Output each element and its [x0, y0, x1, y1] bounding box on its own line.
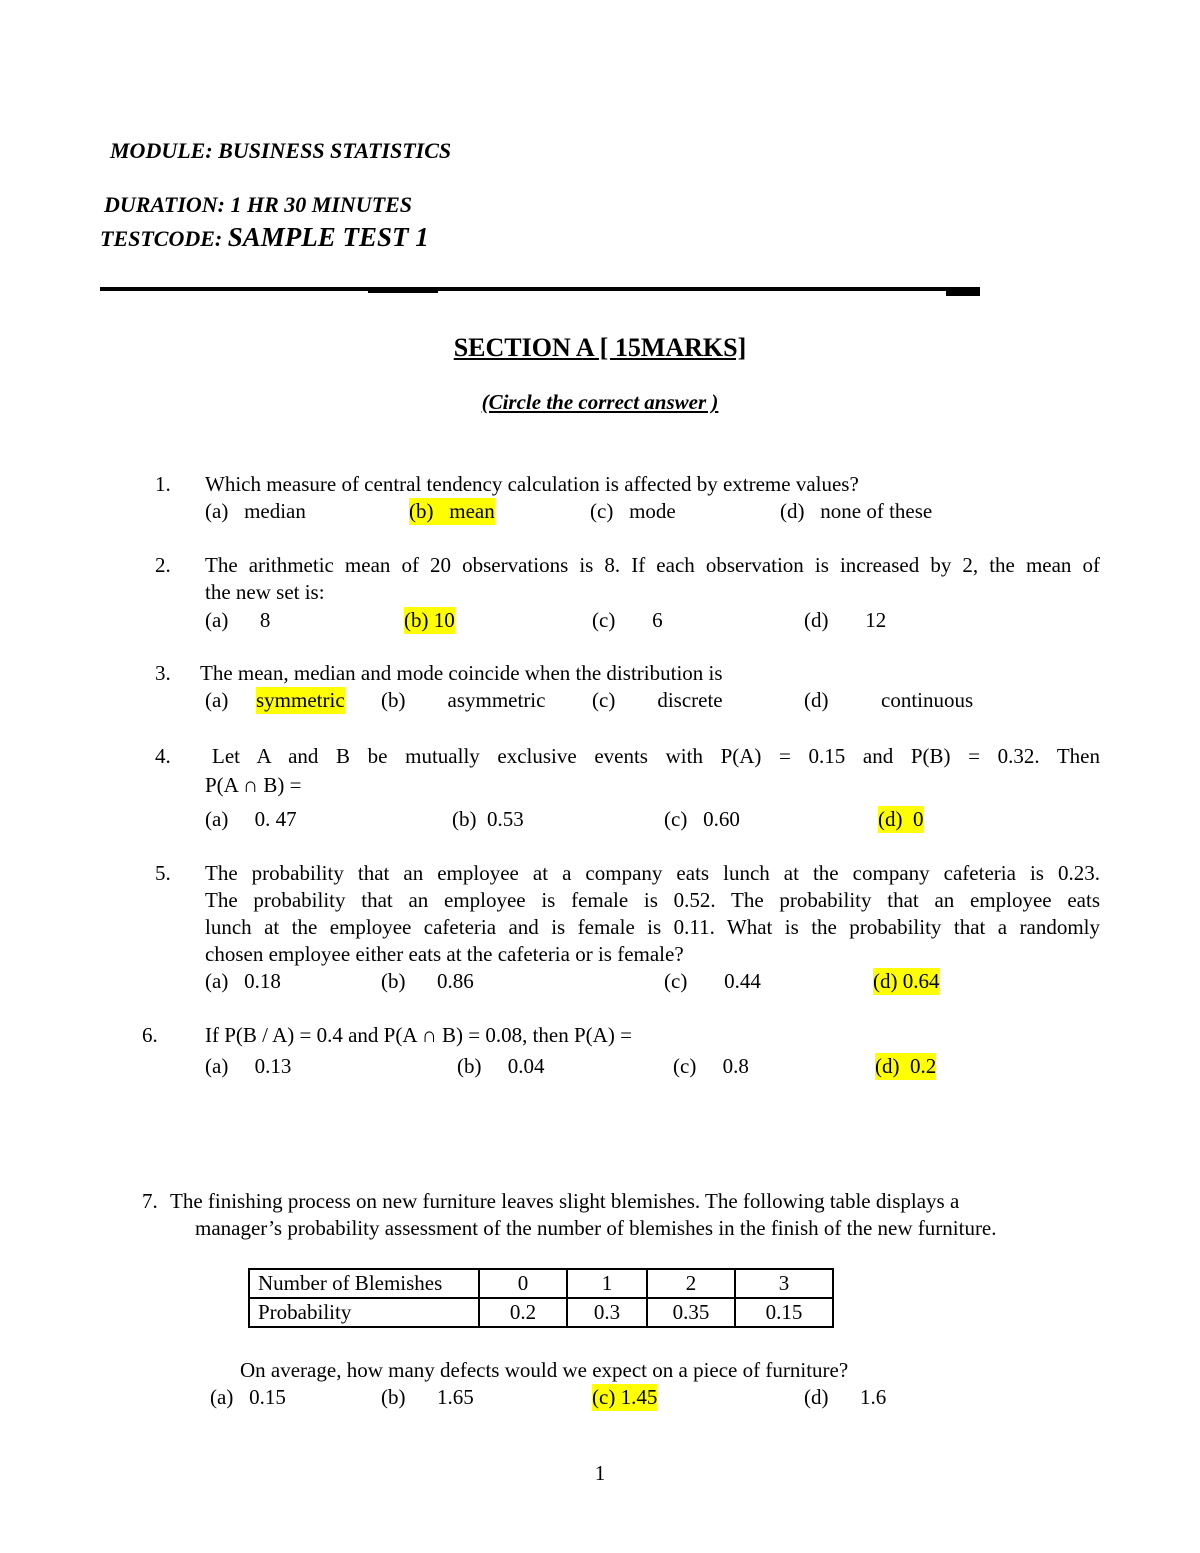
question-text-line-1: The finishing process on new furniture leaves slight blemishes. The following table displays a [170, 1189, 960, 1213]
table-cell: 0.3 [567, 1298, 647, 1327]
question-number: 6. [142, 1023, 158, 1047]
option-a-label: (a) [205, 688, 229, 712]
section-instruction: (Circle the correct answer ) [481, 390, 719, 414]
option-d-answer[interactable]: (d) 0.64 [873, 969, 940, 993]
table-cell: 3 [735, 1269, 833, 1298]
question-number: 2. [155, 553, 171, 577]
option-a[interactable]: (a) 8 [205, 608, 271, 632]
duration: DURATION: 1 HR 30 MINUTES [104, 192, 413, 217]
question-text-line-4: chosen employee either eats at the cafeteria or is female? [205, 942, 684, 966]
option-c[interactable]: (c) mode [590, 499, 676, 523]
option-c[interactable]: (c) discrete [592, 688, 723, 712]
table-row [249, 1298, 833, 1327]
testcode [100, 222, 429, 253]
blemishes-table [248, 1268, 834, 1328]
option-a[interactable]: (a) median [205, 499, 306, 523]
option-a[interactable]: (a) 0.13 [205, 1054, 292, 1078]
option-b[interactable]: (b) 1.65 [381, 1385, 474, 1409]
section-title: SECTION A [ 15MARKS] [453, 333, 747, 362]
question-text-line-1: The arithmetic mean of 20 observations is 8. If each observation is increased by 2, the mean of [205, 553, 1100, 577]
testcode-value: SAMPLE TEST 1 [227, 222, 429, 252]
option-a-answer[interactable]: symmetric [256, 688, 345, 712]
option-a[interactable]: (a) 0. 47 [205, 807, 297, 831]
header-rule-segment [368, 289, 438, 293]
table-cell: 0 [479, 1269, 567, 1298]
option-b[interactable]: (b) 0.53 [452, 807, 524, 831]
option-a[interactable]: (a) 0.18 [205, 969, 281, 993]
question-text-line-2: The probability that an employee is female is 0.52. The probability that an employee eats [205, 888, 1100, 912]
question-text: The mean, median and mode coincide when the distribution is [200, 661, 723, 685]
option-b-answer[interactable]: (b) mean [409, 499, 495, 523]
option-b[interactable]: (b) 0.04 [457, 1054, 545, 1078]
option-c[interactable]: (c) 6 [592, 608, 663, 632]
question-text: If P(B / A) = 0.4 and P(A ∩ B) = 0.08, then P(A) = [205, 1023, 632, 1047]
option-c[interactable]: (c) 0.60 [664, 807, 740, 831]
module-title: MODULE: BUSINESS STATISTICS [110, 138, 452, 163]
option-a[interactable]: (a) 0.15 [210, 1385, 286, 1409]
question-text-line-2: P(A ∩ B) = [205, 773, 302, 797]
row-header: Number of Blemishes [249, 1269, 479, 1298]
option-d[interactable]: (d) 12 [804, 608, 887, 632]
option-d-answer[interactable]: (d) 0.2 [875, 1054, 937, 1078]
option-d[interactable]: (d) none of these [780, 499, 933, 523]
question-number: 7. [142, 1189, 158, 1213]
question-prompt: On average, how many defects would we expect on a piece of furniture? [240, 1358, 849, 1382]
option-c[interactable]: (c) 0.8 [673, 1054, 749, 1078]
option-b[interactable]: (b) 0.86 [381, 969, 474, 993]
question-number: 5. [155, 861, 171, 885]
table-cell: 0.35 [647, 1298, 735, 1327]
table-cell: 0.15 [735, 1298, 833, 1327]
option-d-answer[interactable]: (d) 0 [878, 807, 924, 831]
question-text-line-1: The probability that an employee at a company eats lunch at the company cafeteria is 0.23. [205, 861, 1100, 885]
option-c-answer[interactable]: (c) 1.45 [592, 1385, 658, 1409]
testcode-label: TESTCODE: [100, 226, 223, 251]
option-d[interactable]: (d) 1.6 [804, 1385, 887, 1409]
question-text-line-1: Let A and B be mutually exclusive events with P(A) = 0.15 and P(B) = 0.32. Then [212, 744, 1100, 768]
question-number: 1. [155, 472, 171, 496]
row-header: Probability [249, 1298, 479, 1327]
question-number: 4. [155, 744, 171, 768]
table-row [249, 1269, 833, 1298]
question-text-line-2: the new set is: [205, 580, 325, 604]
option-b-answer[interactable]: (b) 10 [404, 608, 455, 632]
option-d[interactable]: (d) continuous [804, 688, 974, 712]
option-b[interactable]: (b) asymmetric [381, 688, 546, 712]
header-rule [100, 287, 980, 291]
table-cell: 0.2 [479, 1298, 567, 1327]
question-text-line-3: lunch at the employee cafeteria and is female is 0.11. What is the probability that a randomly [205, 915, 1100, 939]
question-number: 3. [155, 661, 171, 685]
question-text: Which measure of central tendency calculation is affected by extreme values? [205, 472, 859, 496]
table-cell: 1 [567, 1269, 647, 1298]
page-number: 1 [594, 1461, 606, 1485]
question-text-line-2: manager’s probability assessment of the number of blemishes in the finish of the new furniture. [195, 1216, 997, 1240]
header-rule-end [946, 291, 980, 296]
table-cell: 2 [647, 1269, 735, 1298]
option-c[interactable]: (c) 0.44 [664, 969, 761, 993]
